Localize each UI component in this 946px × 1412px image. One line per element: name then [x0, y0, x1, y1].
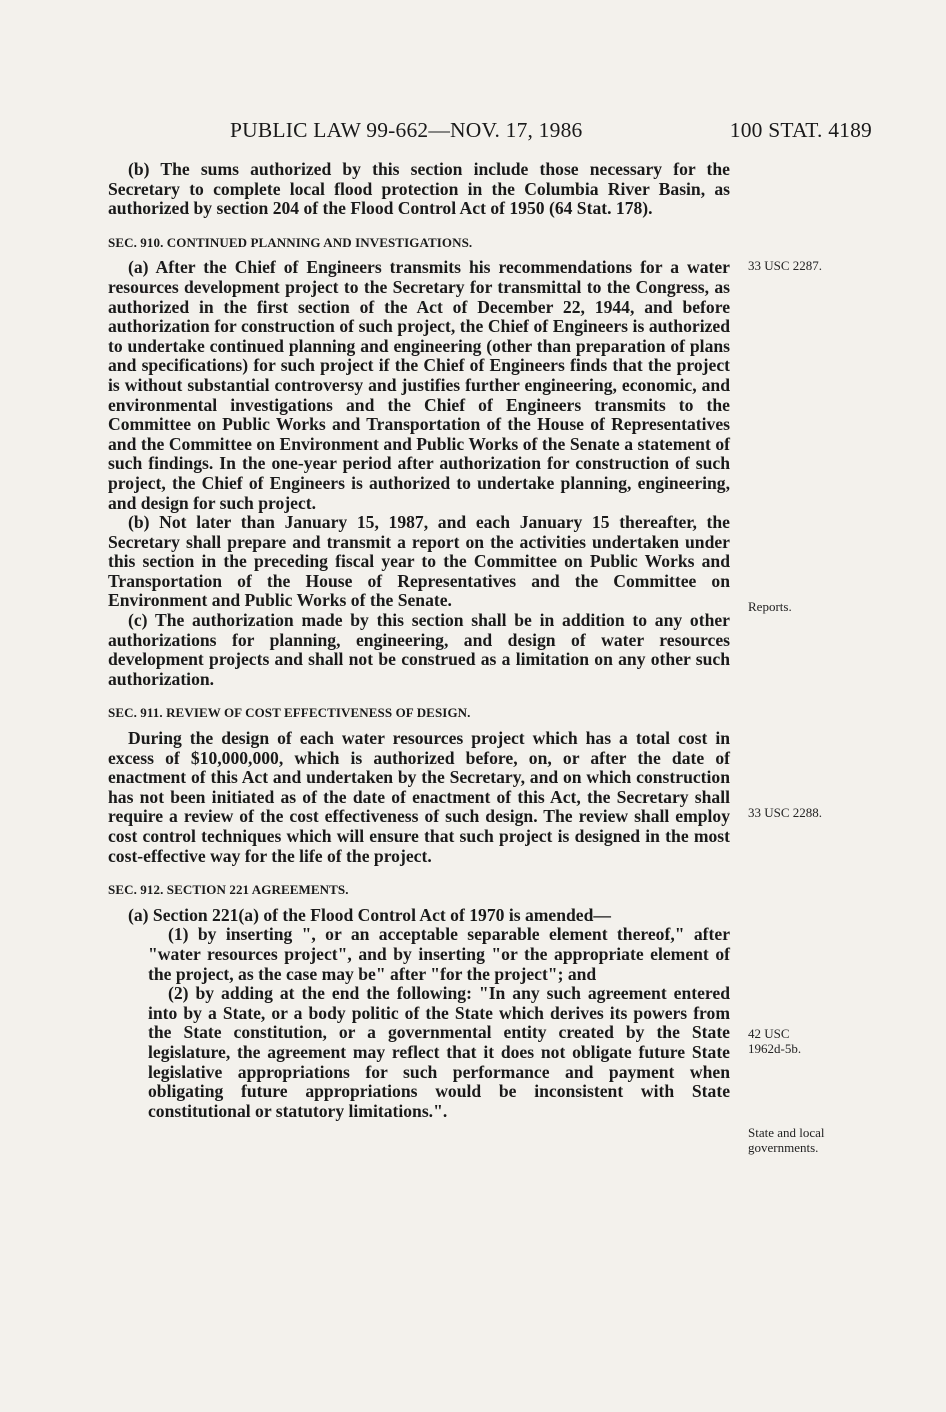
margin-note-usc-2287: 33 USC 2287.	[748, 258, 823, 273]
margin-note-usc-1962: 42 USC 1962d-5b.	[748, 1026, 802, 1056]
section-912-paragraph-a: (a) Section 221(a) of the Flood Control Act of 1970 is amended—	[128, 904, 611, 925]
margin-note-state-local: State and local governments.	[748, 1125, 825, 1155]
section-911-paragraph: During the design of each water resources project which has a total cost in excess of $10,000,000, which is authorized before, on, or after the date of enactment of this Act and undertaken by the Secretary, and on which construction has not been initiated as of the date of enactment of this Act, the Secretary shall require a review of the cost effectiveness of such design. The review shall employ cost control techniques which will ensure that such project is designed in the most cost-effective way for the life of the project.	[108, 728, 730, 866]
section-910-heading: SEC. 910. CONTINUED PLANNING AND INVESTIGATIONS.	[108, 234, 473, 250]
section-911-heading: SEC. 911. REVIEW OF COST EFFECTIVENESS OF DESIGN.	[108, 705, 471, 721]
law-title: PUBLIC LAW 99-662—NOV. 17, 1986	[230, 118, 583, 142]
section-910-paragraph-c: (c) The authorization made by this section shall be in addition to any other authorizations for planning, engineering, and design of water resources development projects and shall not be construed as a limitation on any other such authorization.	[108, 610, 730, 689]
margin-note-reports: Reports.	[748, 599, 792, 614]
section-910-paragraph-a: (a) After the Chief of Engineers transmits his recommendations for a water resources development project to the Secretary for transmittal to the Congress, as authorized in the first section of the Act of December 22, 1944, and before authorization for construction of such project, the Chief of Engineers is authorized to undertake continued planning and engineering (other than preparation of plans and specifications) for such project if the Chief of Engineers finds that the project is without substantial controversy and justifies further engineering, economic, and environmental investigations and the Chief of Engineers transmits to the Committee on Public Works and Transportation of the House of Representatives and the Committee on Environment and Public Works of the Senate a statement of such findings. In the one-year period after authorization for construction of such project, the Chief of Engineers is authorized to undertake planning, engineering, and design for such project.	[108, 257, 730, 513]
main-text	[108, 160, 730, 1121]
section-912-heading: SEC. 912. SECTION 221 AGREEMENTS.	[108, 882, 349, 898]
section-910-paragraph-b: (b) Not later than January 15, 1987, and each January 15 thereafter, the Secretary shall prepare and transmit a report on the activities undertaken under this section in the preceding fiscal year to the Committee on Public Works and Transportation of the House of Representatives and the Committee on Environment and Public Works of the Senate.	[108, 512, 730, 611]
margin-note-usc-2288: 33 USC 2288.	[748, 805, 823, 820]
section-912-item-2: (2) by adding at the end the following: "In any such agreement entered into by a State, or a body politic of the State which derives its powers from the State constitution, or a governmental entity created by the State legislature, the agreement may reflect that it does not obligate future State legislative appropriations for such performance and payment when obligating future appropriations would be inconsistent with State constitutional or statutory limitations.".	[148, 983, 730, 1121]
stat-reference: 100 STAT. 4189	[729, 118, 872, 142]
section-912-item-1: (1) by inserting ", or an acceptable separable element thereof," after "water resources project", and by inserting "or the appropriate element of the project, as the case may be" after "for the project"; and	[148, 924, 730, 984]
paragraph-b-sums: (b) The sums authorized by this section include those necessary for the Secretary to complete local flood protection in the Columbia River Basin, as authorized by section 204 of the Flood Control Act of 1950 (64 Stat. 178).	[108, 159, 730, 219]
